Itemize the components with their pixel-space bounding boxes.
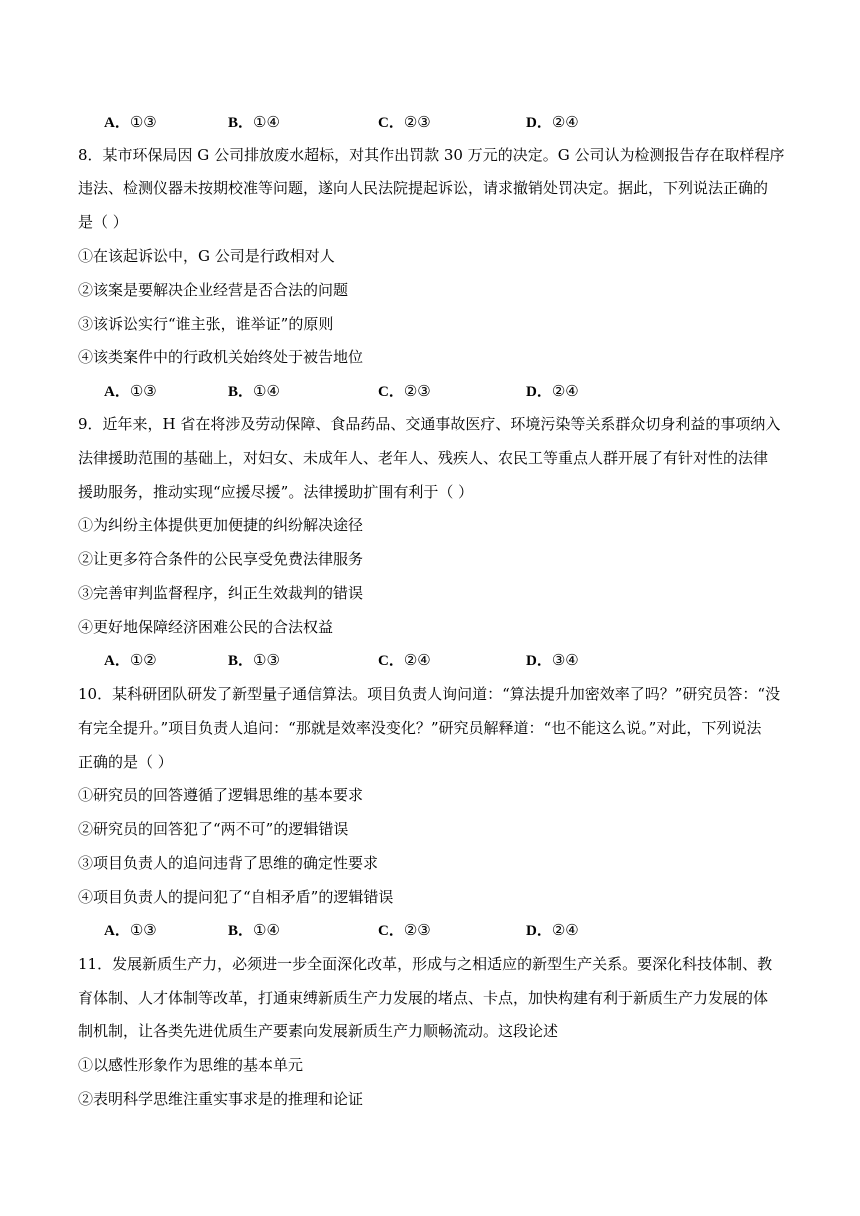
- q8-stem-line-1: 8．某市环保局因 G 公司排放废水超标，对其作出罚款 30 万元的决定。G 公司认为检测报告存在取样程序: [78, 146, 785, 164]
- q7-option-a: A．①③: [104, 113, 157, 131]
- q10-option-b: B．①④: [228, 921, 280, 939]
- q7-option-d: D．②④: [526, 113, 579, 131]
- q9-stem-line-3: 援助服务，推动实现“应援尽援”。法律援助扩围有利于（ ）: [78, 483, 474, 501]
- q10-stem-line-3: 正确的是（ ）: [78, 753, 173, 771]
- q8-item-4: ④该类案件中的行政机关始终处于被告地位: [78, 348, 364, 366]
- q8-option-a: A．①③: [104, 382, 157, 400]
- q7-option-c: C．②③: [378, 113, 431, 131]
- q10-stem-line-1: 10．某科研团队研发了新型量子通信算法。项目负责人询问道：“算法提升加密效率了吗？”研究员答：“没: [78, 685, 781, 703]
- q9-option-d: D．③④: [526, 651, 579, 669]
- q8-option-d: D．②④: [526, 382, 579, 400]
- q9-option-a: A．①②: [104, 651, 157, 669]
- q9-item-2: ②让更多符合条件的公民享受免费法律服务: [78, 550, 364, 568]
- q10-option-c: C．②③: [378, 921, 431, 939]
- q11-stem-line-1: 11．发展新质生产力，必须进一步全面深化改革，形成与之相适应的新型生产关系。要深化科技体制、教: [78, 955, 773, 973]
- q10-stem-line-2: 有完全提升。”项目负责人追问：“那就是效率没变化？”研究员解释道：“也不能这么说。”对此，下列说法: [78, 719, 762, 737]
- q8-item-3: ③该诉讼实行“谁主张，谁举证”的原则: [78, 315, 334, 333]
- q10-item-4: ④项目负责人的提问犯了“自相矛盾”的逻辑错误: [78, 888, 394, 906]
- q9-option-b: B．①③: [228, 651, 280, 669]
- q10-option-a: A．①③: [104, 921, 157, 939]
- q8-stem-line-3: 是（ ）: [78, 213, 128, 231]
- q8-item-2: ②该案是要解决企业经营是否合法的问题: [78, 281, 349, 299]
- q9-stem-line-2: 法律援助范围的基础上，对妇女、未成年人、老年人、残疾人、农民工等重点人群开展了有针对性的法律: [78, 449, 769, 467]
- q9-item-4: ④更好地保障经济困难公民的合法权益: [78, 618, 334, 636]
- q9-option-c: C．②④: [378, 651, 431, 669]
- q10-item-1: ①研究员的回答遵循了逻辑思维的基本要求: [78, 786, 364, 804]
- q11-stem-line-3: 制机制，让各类先进优质生产要素向发展新质生产力顺畅流动。这段论述: [78, 1022, 559, 1040]
- q8-option-b: B．①④: [228, 382, 280, 400]
- q10-item-2: ②研究员的回答犯了“两不可”的逻辑错误: [78, 820, 349, 838]
- q9-item-1: ①为纠纷主体提供更加便捷的纠纷解决途径: [78, 516, 364, 534]
- q11-item-1: ①以感性形象作为思维的基本单元: [78, 1056, 304, 1074]
- q8-option-c: C．②③: [378, 382, 431, 400]
- q7-option-b: B．①④: [228, 113, 280, 131]
- q9-item-3: ③完善审判监督程序，纠正生效裁判的错误: [78, 584, 364, 602]
- q11-item-2: ②表明科学思维注重实事求是的推理和论证: [78, 1090, 364, 1108]
- q9-stem-line-1: 9．近年来，H 省在将涉及劳动保障、食品药品、交通事故医疗、环境污染等关系群众切身利益的事项纳入: [78, 415, 781, 433]
- q10-item-3: ③项目负责人的追问违背了思维的确定性要求: [78, 854, 379, 872]
- q8-stem-line-2: 违法、检测仪器未按期校准等问题，遂向人民法院提起诉讼，请求撤销处罚决定。据此，下列说法正确的: [78, 179, 769, 197]
- q10-option-d: D．②④: [526, 921, 579, 939]
- q11-stem-line-2: 育体制、人才体制等改革，打通束缚新质生产力发展的堵点、卡点，加快构建有利于新质生产力发展的体: [78, 989, 769, 1007]
- q8-item-1: ①在该起诉讼中，G 公司是行政相对人: [78, 247, 335, 265]
